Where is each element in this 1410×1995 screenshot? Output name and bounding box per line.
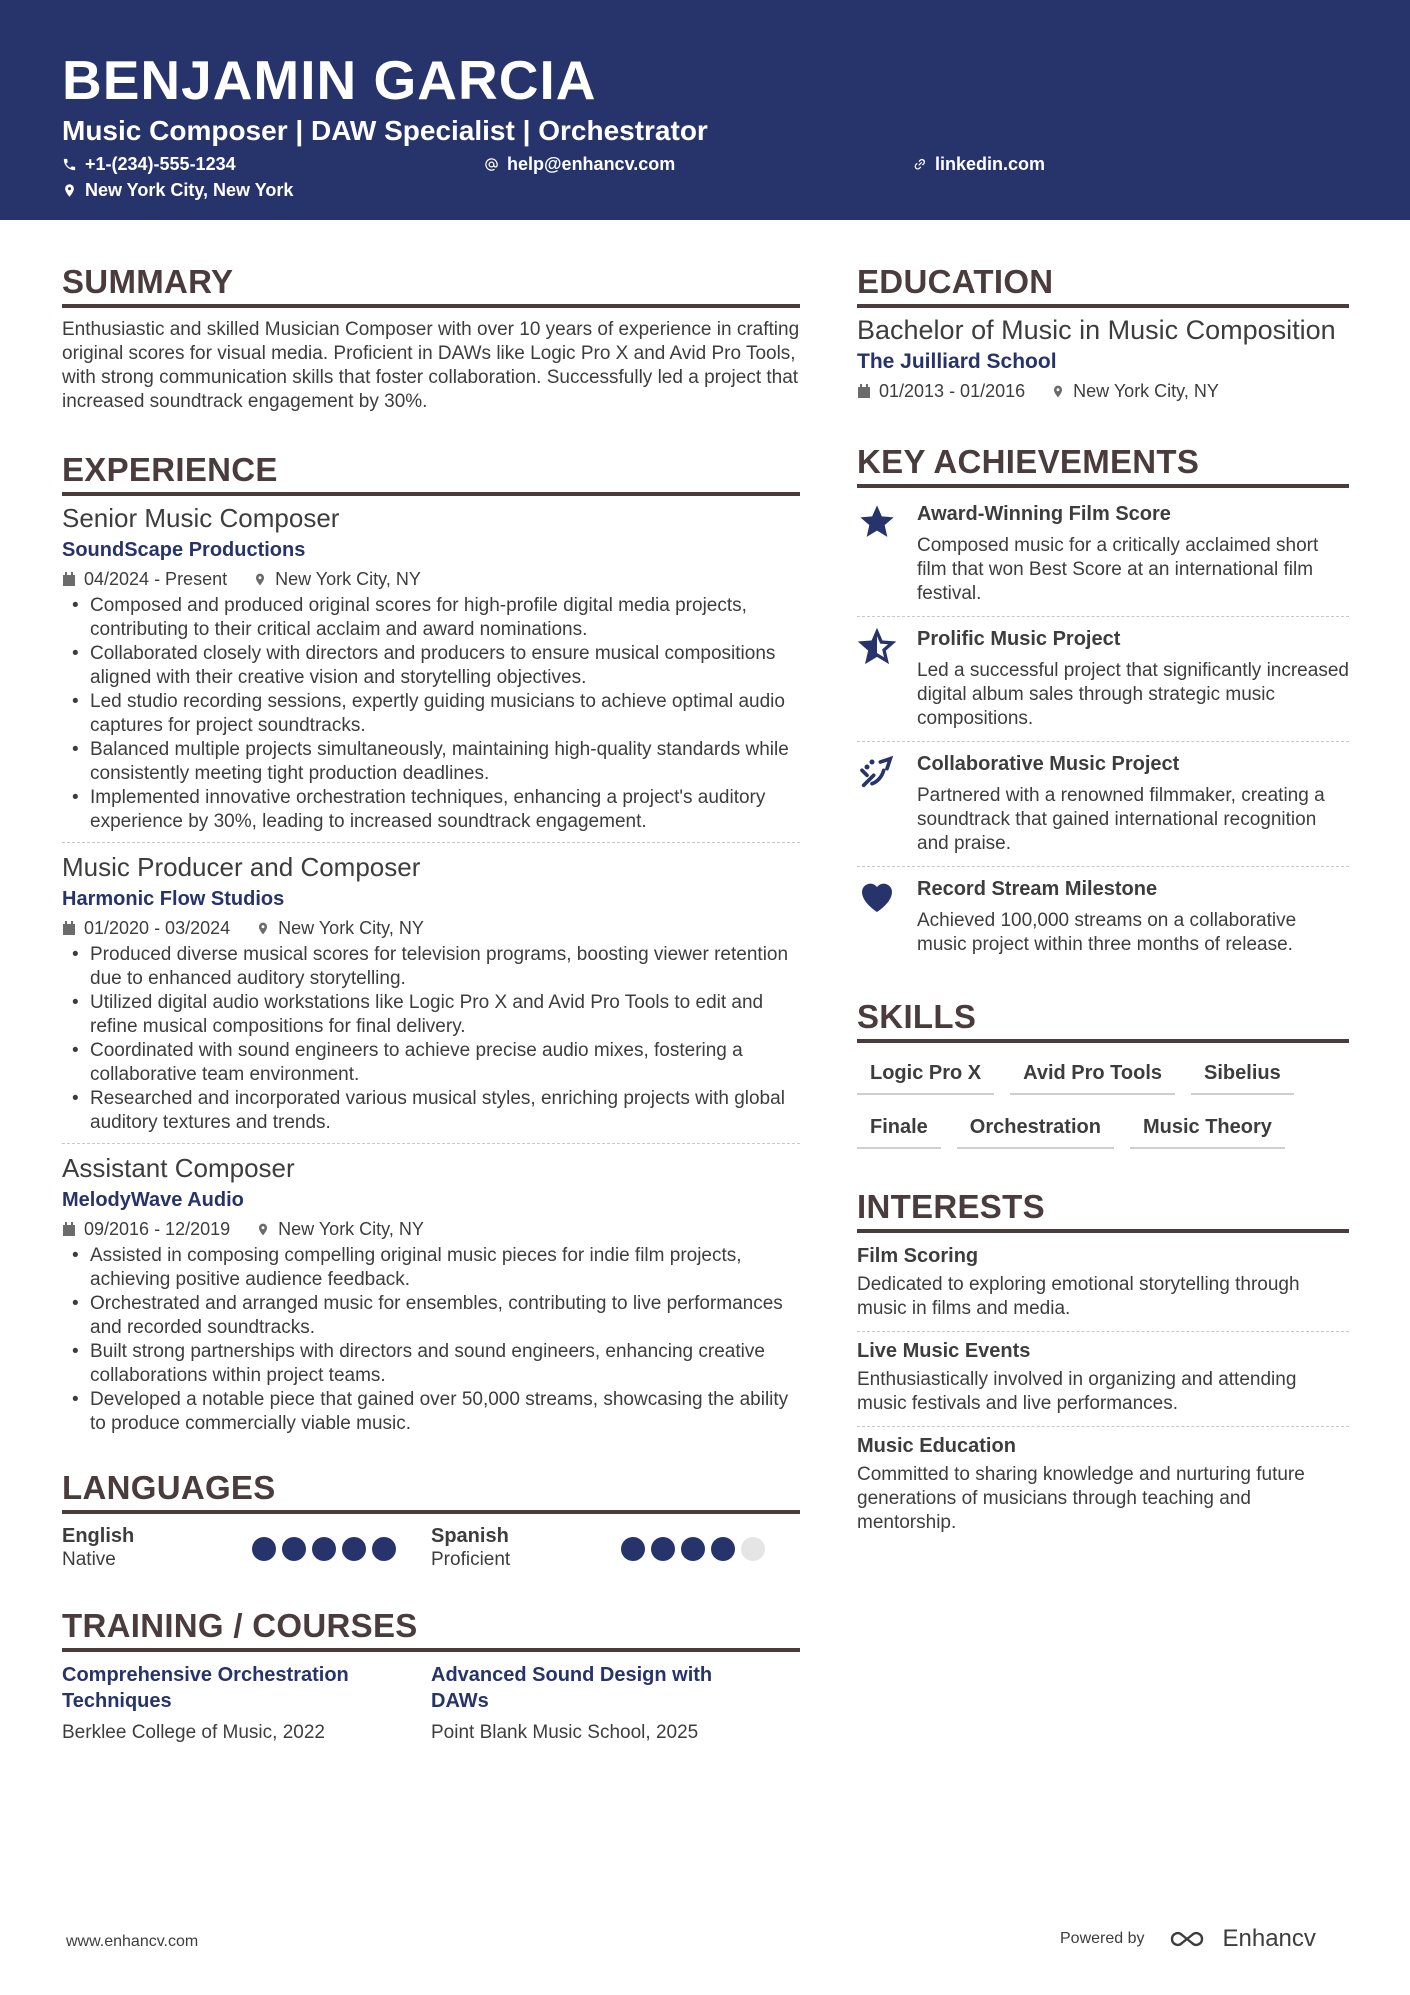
job-meta xyxy=(62,915,800,941)
achievement-title: Collaborative Music Project xyxy=(917,753,1180,775)
language-item xyxy=(431,1524,800,1572)
location-pin-icon xyxy=(1051,384,1065,399)
language-item xyxy=(62,1524,431,1572)
location-pin-icon xyxy=(256,921,270,936)
training-heading: TRAINING / COURSES xyxy=(62,1606,800,1652)
skills-heading: SKILLS xyxy=(857,997,1349,1043)
company-name: MelodyWave Audio xyxy=(62,1189,244,1211)
brand-name: Enhancv xyxy=(1222,1925,1316,1952)
summary-section xyxy=(62,262,800,414)
email-text[interactable]: help@enhancv.com xyxy=(507,154,676,174)
job-title: Assistant Composer xyxy=(62,1153,295,1183)
bullet-item: • Orchestrated and arranged music for ensembles, contributing to live performances and recorded soundtracks. xyxy=(62,1292,800,1340)
school-name: The Juilliard School xyxy=(857,350,1057,373)
email-contact[interactable] xyxy=(484,154,675,175)
rating-dot-filled xyxy=(711,1537,735,1561)
achievement-desc: Partnered with a renowned filmmaker, creating a soundtrack that gained international recognition and praise. xyxy=(917,785,1325,854)
interest-item xyxy=(857,1332,1349,1427)
bullet-item: • Led studio recording sessions, expertly guiding musicians to achieve optimal audio captures for project soundtracks. xyxy=(62,690,800,738)
interest-item xyxy=(857,1427,1349,1545)
experience-heading: EXPERIENCE xyxy=(62,450,800,496)
education-heading: EDUCATION xyxy=(857,262,1349,308)
job-location: New York City, NY xyxy=(278,1219,424,1239)
languages-section xyxy=(62,1468,800,1572)
candidate-title: Music Composer | DAW Specialist | Orchestrator xyxy=(62,115,708,146)
resume-header xyxy=(0,0,1410,220)
phone-icon xyxy=(62,157,77,172)
education-location: New York City, NY xyxy=(1073,381,1219,401)
rating-dot-filled xyxy=(621,1537,645,1561)
language-level: Native xyxy=(62,1549,116,1570)
enhancv-logo[interactable] xyxy=(1169,1925,1316,1953)
job-dates: 01/2020 - 03/2024 xyxy=(84,918,231,938)
bullet-item: • Researched and incorporated various musical styles, enriching projects with global auditory textures and trends. xyxy=(62,1087,800,1135)
bullet-item: • Produced diverse musical scores for television programs, boosting viewer retention due to enhanced auditory storytelling. xyxy=(62,943,800,991)
linkedin-text[interactable]: linkedin.com xyxy=(935,154,1046,174)
course-item xyxy=(62,1662,431,1746)
location-pin-icon xyxy=(256,1222,270,1237)
job-location: New York City, NY xyxy=(278,918,424,938)
achievement-item xyxy=(857,617,1349,742)
achievement-desc: Composed music for a critically acclaimed short film that won Best Score at an international film festival. xyxy=(917,535,1319,604)
skills-list xyxy=(857,1053,1327,1161)
calendar-icon xyxy=(857,384,871,399)
skill-tag: Avid Pro Tools xyxy=(1010,1053,1175,1095)
rating-dot-filled xyxy=(282,1537,306,1561)
achievement-desc: Led a successful project that significantly increased digital album sales through strategic music compositions. xyxy=(917,660,1349,729)
bullet-item: • Utilized digital audio workstations like Logic Pro X and Avid Pro Tools to edit and refine musical compositions for final delivery. xyxy=(62,991,800,1039)
job-entry xyxy=(62,502,800,843)
rating-dot-filled xyxy=(312,1537,336,1561)
rating-dot-filled xyxy=(342,1537,366,1561)
job-title: Music Producer and Composer xyxy=(62,852,421,882)
calendar-icon xyxy=(62,1222,76,1237)
summary-text: Enthusiastic and skilled Musician Composer with over 10 years of experience in crafting original scores for visual media. Proficient in DAWs like Logic Pro X and Avid Pro Tools, with strong communication skills that foster collaboration. Successfully led a project that increased soundtrack engagement by 30%. xyxy=(62,319,800,412)
interest-title: Film Scoring xyxy=(857,1245,979,1267)
achievement-item xyxy=(857,742,1349,867)
job-dates: 09/2016 - 12/2019 xyxy=(84,1219,231,1239)
bullet-item: • Composed and produced original scores for high-profile digital media projects, contributing to their critical acclaim and award nominations. xyxy=(62,594,800,642)
powered-by-text: Powered by xyxy=(1060,1930,1145,1947)
achievement-item xyxy=(857,867,1349,967)
heart-icon xyxy=(857,877,897,917)
job-meta xyxy=(62,566,800,592)
enhancv-logo-icon xyxy=(1169,1927,1215,1951)
calendar-icon xyxy=(62,921,76,936)
rating-dot-filled xyxy=(651,1537,675,1561)
footer-website[interactable]: www.enhancv.com xyxy=(66,1933,199,1950)
language-rating xyxy=(252,1537,396,1561)
rating-dot-filled xyxy=(372,1537,396,1561)
course-name: Advanced Sound Design with DAWs xyxy=(431,1664,713,1712)
skill-tag: Orchestration xyxy=(957,1107,1114,1149)
achievement-title: Prolific Music Project xyxy=(917,628,1121,650)
phone-contact xyxy=(62,154,236,175)
bullet-item: • Assisted in composing compelling original music pieces for indie film projects, achieving positive audience feedback. xyxy=(62,1244,800,1292)
link-icon xyxy=(912,157,927,172)
job-location: New York City, NY xyxy=(275,569,421,589)
courses-list xyxy=(62,1662,800,1746)
interest-desc: Dedicated to exploring emotional storytelling through music in films and media. xyxy=(857,1274,1300,1319)
education-meta xyxy=(857,378,1349,404)
bullet-item: • Coordinated with sound engineers to achieve precise audio mixes, fostering a collaborative team environment. xyxy=(62,1039,800,1087)
footer-branding xyxy=(1060,1925,1316,1953)
degree-title: Bachelor of Music in Music Composition xyxy=(857,315,1336,345)
education-section xyxy=(857,262,1349,404)
job-bullets xyxy=(62,1244,800,1436)
job-bullets xyxy=(62,594,800,834)
linkedin-contact[interactable] xyxy=(912,154,1045,175)
course-provider: Berklee College of Music, 2022 xyxy=(62,1722,325,1743)
skill-tag: Music Theory xyxy=(1130,1107,1285,1149)
calendar-icon xyxy=(62,572,76,587)
contact-info xyxy=(62,154,1348,210)
left-column xyxy=(62,262,800,1746)
bullet-item: • Implemented innovative orchestration techniques, enhancing a project's auditory experience by 30%, leading to increased soundtrack engagement. xyxy=(62,786,800,834)
bullet-item: • Built strong partnerships with directors and sound engineers, enhancing creative collaborations within project teams. xyxy=(62,1340,800,1388)
bullet-item: • Developed a notable piece that gained over 50,000 streams, showcasing the ability to produce commercially viable music. xyxy=(62,1388,800,1436)
job-dates: 04/2024 - Present xyxy=(84,569,228,589)
rating-dot-filled xyxy=(252,1537,276,1561)
language-name: Spanish xyxy=(431,1525,509,1547)
interest-desc: Enthusiastically involved in organizing and attending music festivals and live performances. xyxy=(857,1369,1297,1414)
language-rating xyxy=(621,1537,765,1561)
languages-heading: LANGUAGES xyxy=(62,1468,800,1514)
bullet-item: • Collaborated closely with directors and producers to ensure musical compositions aligned with their creative vision and storytelling objectives. xyxy=(62,642,800,690)
bullet-item: • Balanced multiple projects simultaneously, maintaining high-quality standards while consistently meeting tight production deadlines. xyxy=(62,738,800,786)
interest-title: Music Education xyxy=(857,1435,1016,1457)
language-level: Proficient xyxy=(431,1549,511,1570)
skill-tag: Logic Pro X xyxy=(857,1053,994,1095)
skill-tag: Sibelius xyxy=(1191,1053,1294,1095)
achievement-title: Record Stream Milestone xyxy=(917,878,1158,900)
candidate-name: BENJAMIN GARCIA xyxy=(62,49,597,111)
interest-desc: Committed to sharing knowledge and nurturing future generations of musicians through teaching and mentorship. xyxy=(857,1464,1305,1533)
achievement-desc: Achieved 100,000 streams on a collaborative music project within three months of release. xyxy=(917,910,1297,955)
company-name: SoundScape Productions xyxy=(62,539,306,561)
location-pin-icon xyxy=(62,183,77,198)
skills-section xyxy=(857,997,1349,1161)
location-pin-icon xyxy=(253,572,267,587)
summary-heading: SUMMARY xyxy=(62,262,800,308)
interest-title: Live Music Events xyxy=(857,1340,1031,1362)
star-outline-icon xyxy=(857,627,897,667)
course-provider: Point Blank Music School, 2025 xyxy=(431,1722,699,1743)
rating-dot-empty xyxy=(741,1537,765,1561)
achievement-title: Award-Winning Film Score xyxy=(917,503,1171,525)
right-column xyxy=(857,262,1349,1545)
achievements-section xyxy=(857,442,1349,967)
handshake-icon xyxy=(857,752,897,792)
star-icon xyxy=(857,502,897,542)
interests-heading: INTERESTS xyxy=(857,1187,1349,1233)
education-dates: 01/2013 - 01/2016 xyxy=(879,381,1026,401)
course-name: Comprehensive Orchestration Techniques xyxy=(62,1664,349,1712)
interests-section xyxy=(857,1187,1349,1545)
achievement-item xyxy=(857,492,1349,617)
achievements-heading: KEY ACHIEVEMENTS xyxy=(857,442,1349,488)
job-meta xyxy=(62,1216,800,1242)
course-item xyxy=(431,1662,800,1746)
training-section xyxy=(62,1606,800,1746)
location-contact xyxy=(62,180,293,201)
experience-section xyxy=(62,450,800,1444)
rating-dot-filled xyxy=(681,1537,705,1561)
company-name: Harmonic Flow Studios xyxy=(62,888,285,910)
job-bullets xyxy=(62,943,800,1135)
skill-tag: Finale xyxy=(857,1107,941,1149)
location-text: New York City, New York xyxy=(85,180,294,200)
job-title: Senior Music Composer xyxy=(62,503,340,533)
job-entry xyxy=(62,1152,800,1444)
language-name: English xyxy=(62,1525,135,1547)
at-icon xyxy=(484,157,499,172)
languages-list xyxy=(62,1524,800,1572)
job-entry xyxy=(62,851,800,1144)
phone-text: +1-(234)-555-1234 xyxy=(85,154,236,174)
interest-item xyxy=(857,1237,1349,1332)
